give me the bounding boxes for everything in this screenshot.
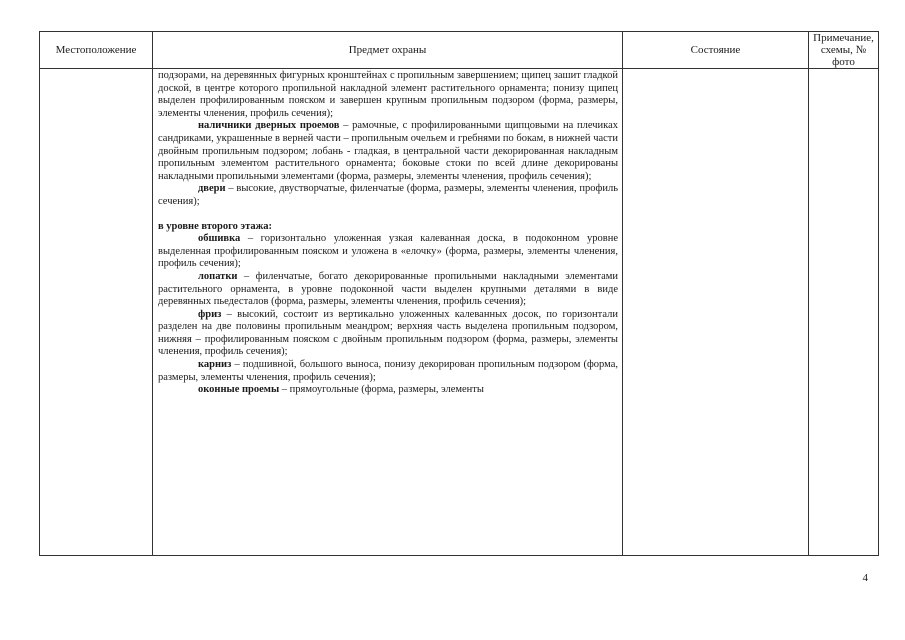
text-frieze: – высокий, состоит из вертикально уложенных калеванных досок, по горизонтали разделен на две половины пропильным меандром; верхняя часть выделена пропильным подзором, нижняя – профилированным пояском с двойным пропильным подзором (форма, размеры, элементы членения, профиль сечения);	[158, 308, 618, 358]
paragraph-pilasters	[158, 271, 618, 309]
text-doors: – высокие, двустворчатые, филенчатые (форма, размеры, элементы членения, профиль сечения);	[158, 183, 618, 207]
text-windows: – прямоугольные (форма, размеры, элементы	[279, 384, 484, 396]
paragraph-doors	[158, 183, 618, 208]
term-windows: оконные проемы	[198, 384, 280, 396]
text-cornice: – подшивной, большого выноса, понизу декорирован пропильным подзором (форма, размеры, элементы членения, профиль сечения);	[158, 359, 618, 383]
table-row	[40, 69, 879, 556]
header-state: Состояние	[623, 32, 809, 69]
term-pilasters: лопатки	[198, 270, 238, 282]
paragraph-door-casings	[158, 120, 618, 183]
text-cladding: – горизонтально уложенная узкая калеванная доска, в подоконном уровне выделенная профилированным пояском и уложена в «елочку» (форма, размеры, элементы членения, профиль сечения);	[158, 233, 618, 270]
term-cornice: карниз	[198, 359, 232, 371]
header-subject: Предмет охраны	[153, 32, 623, 69]
term-door-casings: наличники дверных проемов	[198, 120, 340, 132]
note-cell	[809, 69, 879, 556]
paragraph-cladding	[158, 233, 618, 271]
paragraph-1: подзорами, на деревянных фигурных кронштейнах с пропильным завершением; щипец зашит гладкой доской, в центре которого пропильной накладной элемент растительного орнамента; понизу щипец выделен профилированным пояском и завершен крупным пропильным подзором (форма, размеры, элементы членения, профиль сечения);	[158, 70, 618, 119]
subject-text	[153, 69, 622, 555]
protection-table	[39, 31, 879, 556]
state-cell	[623, 69, 809, 556]
term-doors: двери	[198, 183, 226, 195]
text-door-casings: – рамочные, с профилированными щипцовыми на плечиках сандриками, украшенные в верней части – пропильным очельем и гребнями по бокам, в нижней части двойным пропильным подзором; лобань - гладкая, в центральной части декорированная накладным пропильным элементом растительного орнамента; боковые стоки по всей длине декорированы накладными пропильными элементами (форма, размеры, элементы членения, профиль сечения);	[158, 120, 618, 182]
paragraph-windows	[158, 384, 618, 397]
page-number: 4	[862, 572, 868, 584]
header-note: Примечание, схемы, № фото	[809, 32, 879, 69]
paragraph-cornice	[158, 359, 618, 384]
location-cell	[40, 69, 153, 556]
paragraph-frieze	[158, 309, 618, 359]
header-location: Местоположение	[40, 32, 153, 69]
table-header-row	[40, 32, 879, 69]
level-heading: в уровне второго этажа:	[158, 220, 272, 232]
term-frieze: фриз	[198, 308, 222, 320]
text-pilasters: – филенчатые, богато декорированные пропильными накладными элементами растительного орнамента, в уровне подоконной части выделен крупными деталями в виде деревянных пьедесталов (форма, размеры, элементы членения, профиль сечения);	[158, 270, 618, 308]
subject-cell	[153, 69, 623, 556]
term-cladding: обшивка	[198, 233, 241, 245]
